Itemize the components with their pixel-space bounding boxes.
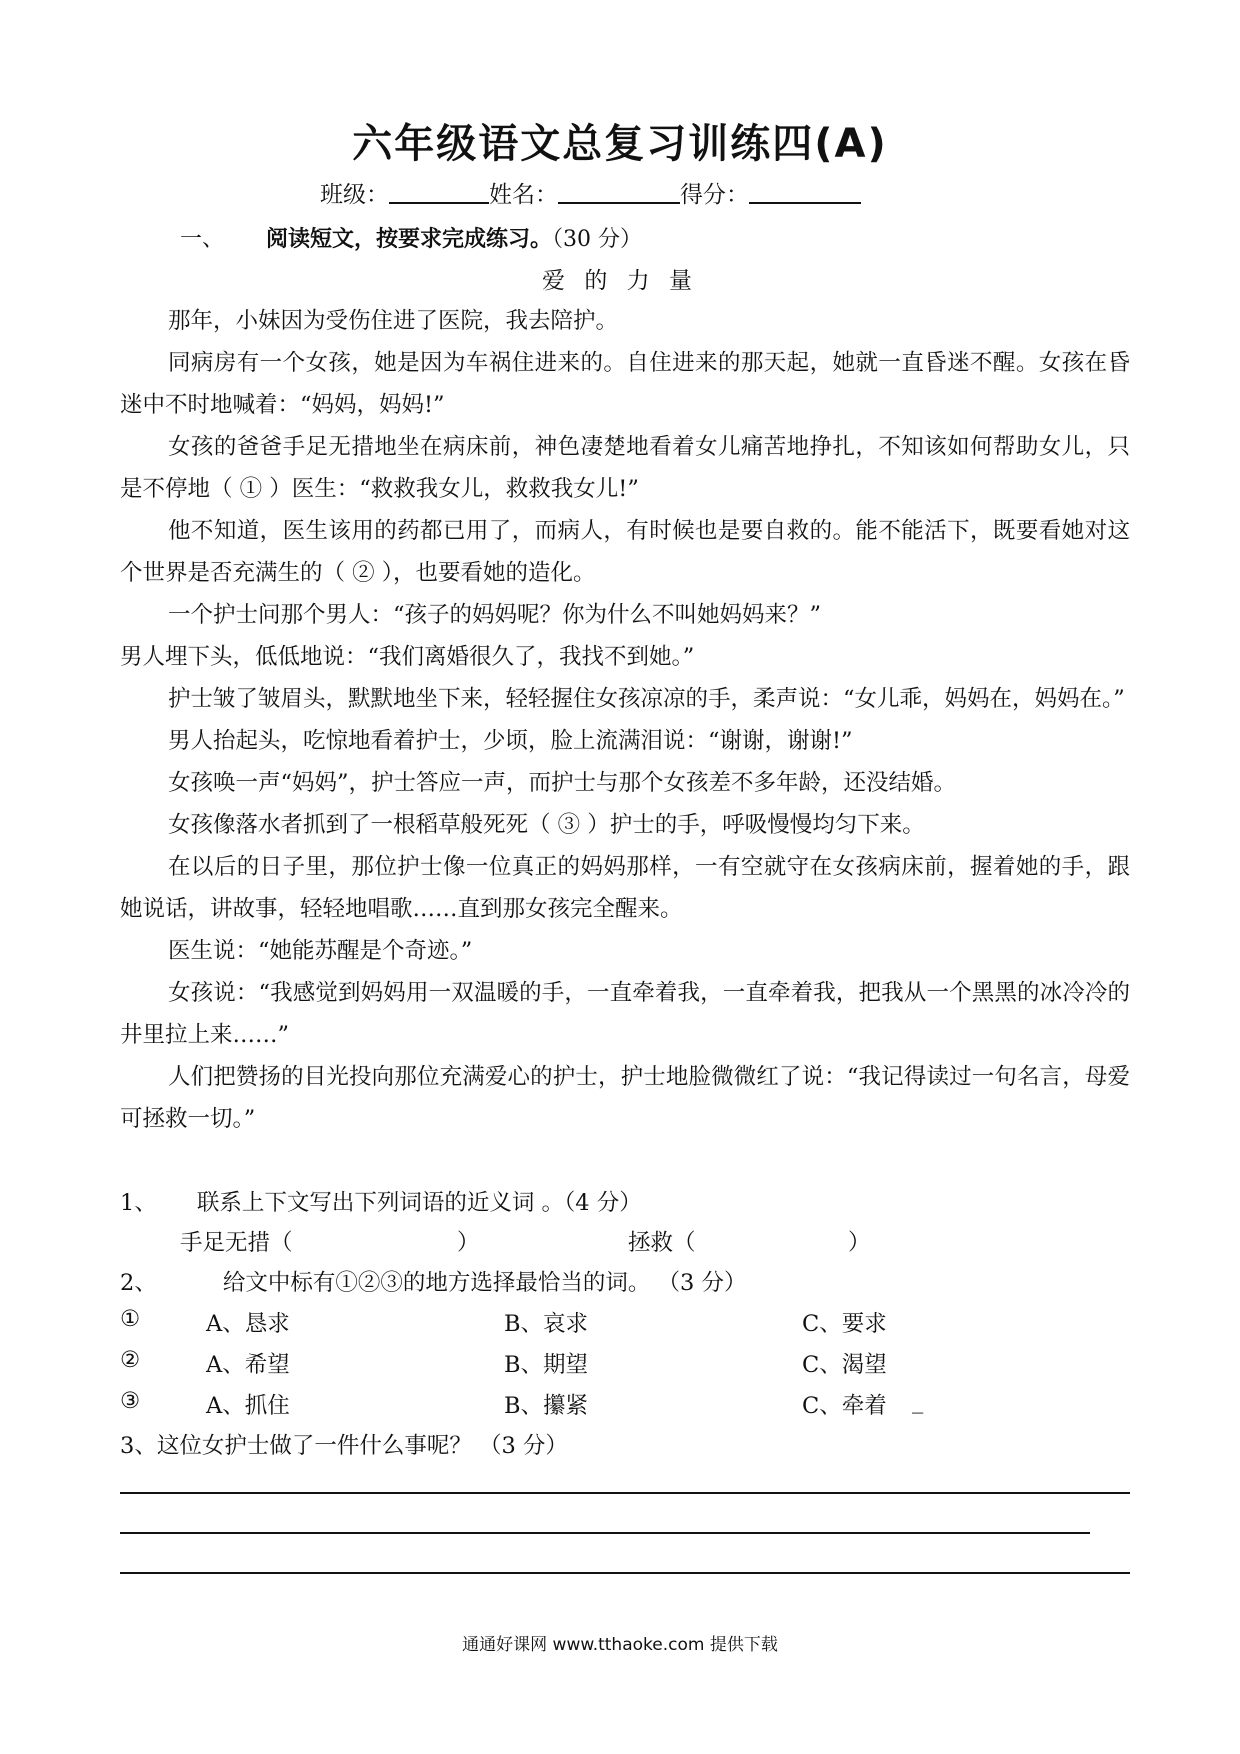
answer-line[interactable] xyxy=(120,1492,1130,1494)
paragraph: 同病房有一个女孩，她是因为车祸住进来的。自住进来的那天起，她就一直昏迷不醒。女孩在昏迷中不时地喊着：“妈妈，妈妈!” xyxy=(120,350,1130,418)
paragraph: 男人埋下头，低低地说：“我们离婚很久了，我找不到她。” xyxy=(120,644,695,670)
question-1-number: 1、 xyxy=(120,1190,157,1216)
choice-option-b[interactable]: B、攥紧 xyxy=(504,1393,589,1419)
q1-word-2 xyxy=(628,1225,696,1257)
question-1 xyxy=(120,1185,642,1217)
paragraph: 女孩唤一声“妈妈”，护士答应一声，而护士与那个女孩差不多年龄，还没结婚。 xyxy=(168,770,957,796)
paragraph: 那年，小妹因为受伤住进了医院，我去陪护。 xyxy=(168,308,619,334)
passage-title: 爱 的 力 量 xyxy=(542,268,698,294)
choice-option-c[interactable]: C、要求 xyxy=(802,1311,887,1337)
question-3: 3、这位女护士做了一件什么事呢？ （3 分） xyxy=(120,1433,568,1459)
q1-word-2-label: 拯救（ xyxy=(628,1230,696,1256)
section-instruction: 阅读短文，按要求完成练习。 xyxy=(266,227,553,252)
section-number: 一、 xyxy=(180,227,225,252)
question-2-text: 给文中标有①②③的地方选择最恰当的词。 （3 分） xyxy=(222,1270,747,1296)
question-2 xyxy=(120,1265,746,1297)
q1-word-1-close: ） xyxy=(457,1230,480,1256)
student-info-row xyxy=(320,176,861,209)
name-blank[interactable] xyxy=(558,180,680,204)
paragraph: 人们把赞扬的目光投向那位充满爱心的护士，护士地脸微微红了说：“我记得读过一句名言，母爱可拯救一切。” xyxy=(120,1064,1130,1132)
choice-marker: ① xyxy=(120,1306,141,1332)
paragraph: 女孩说：“我感觉到妈妈用一双温暖的手，一直牵着我，一直牵着我，把我从一个黑黑的冰冷冷的井里拉上来……” xyxy=(120,980,1130,1048)
section-points: （30 分） xyxy=(552,227,643,252)
class-label: 班级： xyxy=(320,182,389,208)
footer-credit: 通通好课网 www.tthaoke.com 提供下载 xyxy=(462,1635,778,1655)
answer-line[interactable] xyxy=(120,1532,1090,1534)
paragraph: 一个护士问那个男人：“孩子的妈妈呢？你为什么不叫她妈妈来？” xyxy=(168,602,822,628)
paragraph: 在以后的日子里，那位护士像一位真正的妈妈那样，一有空就守在女孩病床前，握着她的手，跟她说话，讲故事，轻轻地唱歌……直到那女孩完全醒来。 xyxy=(120,854,1130,922)
q1-word-1 xyxy=(180,1225,293,1257)
paragraph: 他不知道，医生该用的药都已用了，而病人，有时候也是要自救的。能不能活下，既要看她对这个世界是否充满生的（ ② ），也要看她的造化。 xyxy=(120,518,1130,586)
name-label: 姓名： xyxy=(489,182,558,208)
choice-option-b[interactable]: B、期望 xyxy=(504,1352,589,1378)
answer-line[interactable] xyxy=(120,1572,1130,1574)
choice-option-a[interactable]: A、恳求 xyxy=(206,1311,290,1337)
question-2-number: 2、 xyxy=(120,1270,157,1296)
choice-option-c[interactable]: C、渴望 xyxy=(802,1352,887,1378)
q1-word-2-close: ） xyxy=(848,1230,871,1256)
stray-underscore: _ xyxy=(912,1388,924,1414)
q1-word-1-label: 手足无措（ xyxy=(180,1230,293,1256)
paragraph: 女孩的爸爸手足无措地坐在病床前，神色凄楚地看着女儿痛苦地挣扎，不知该如何帮助女儿，只是不停地（ ① ）医生：“救救我女儿，救救我女儿!” xyxy=(120,434,1130,502)
passage-body xyxy=(120,300,1130,1140)
score-blank[interactable] xyxy=(749,180,861,204)
paragraph: 护士皱了皱眉头，默默地坐下来，轻轻握住女孩凉凉的手，柔声说：“女儿乖，妈妈在，妈妈在。” xyxy=(168,686,1125,712)
question-1-text: 联系上下文写出下列词语的近义词 。（4 分） xyxy=(196,1190,642,1216)
choice-marker: ③ xyxy=(120,1388,141,1414)
class-blank[interactable] xyxy=(389,180,489,204)
section-heading xyxy=(180,222,642,253)
paragraph: 女孩像落水者抓到了一根稻草般死死（ ③ ）护士的手，呼吸慢慢均匀下来。 xyxy=(168,812,925,838)
choice-option-b[interactable]: B、哀求 xyxy=(504,1311,589,1337)
choice-option-a[interactable]: A、抓住 xyxy=(206,1393,290,1419)
paragraph: 医生说：“她能苏醒是个奇迹。” xyxy=(168,938,473,964)
choice-marker: ② xyxy=(120,1347,141,1373)
choice-option-c[interactable]: C、牵着 xyxy=(802,1393,887,1419)
page-title: 六年级语文总复习训练四(A) xyxy=(352,121,888,167)
paragraph: 男人抬起头，吃惊地看着护士，少顷，脸上流满泪说：“谢谢，谢谢!” xyxy=(168,728,853,754)
score-label: 得分： xyxy=(680,182,749,208)
choice-option-a[interactable]: A、希望 xyxy=(206,1352,290,1378)
